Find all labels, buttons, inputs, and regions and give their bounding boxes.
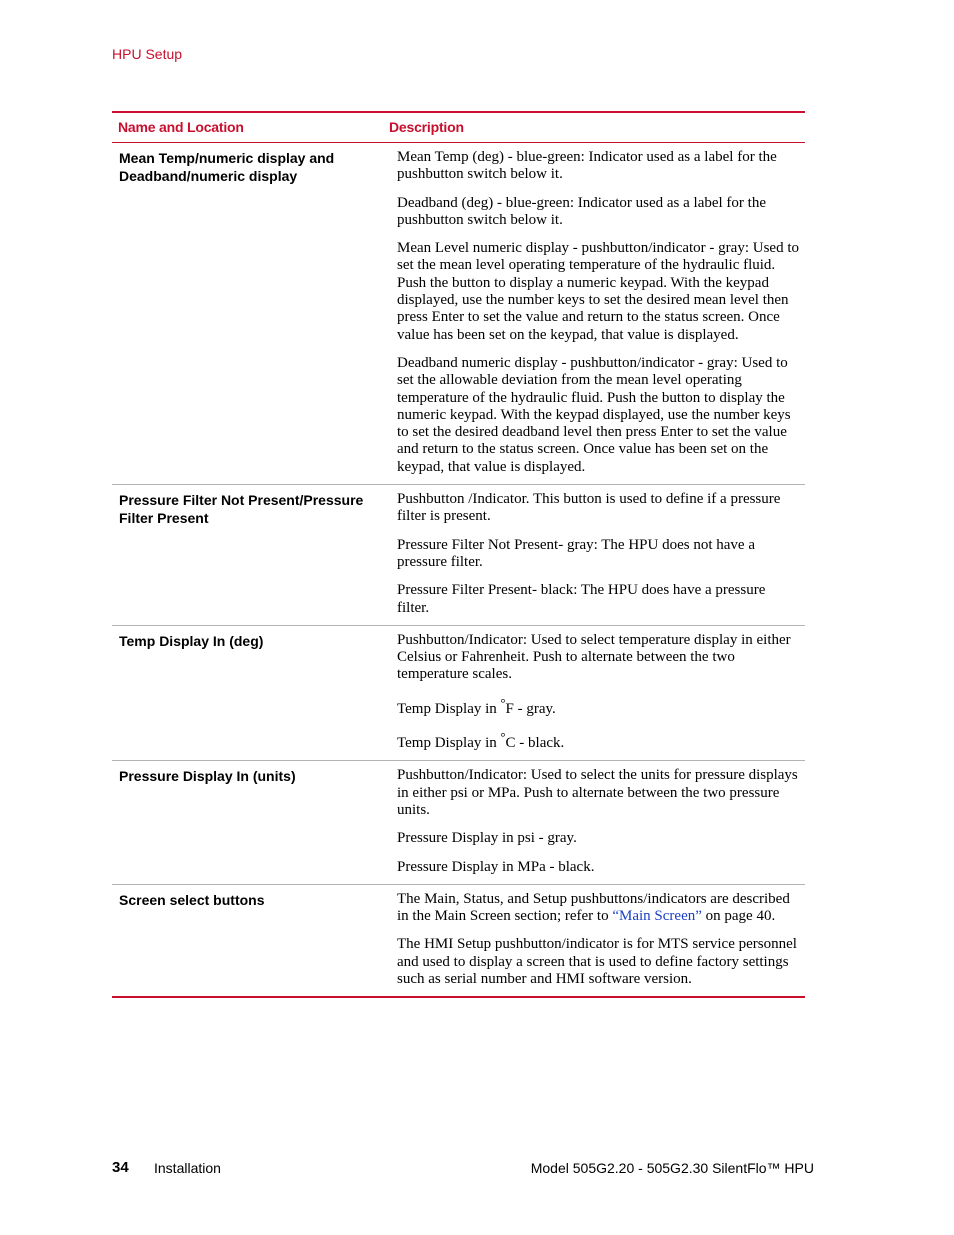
row-name: Pressure Display In (units): [112, 761, 383, 884]
temp-display-fahrenheit: Temp Display in °F - gray.: [397, 695, 556, 717]
row-description: [383, 884, 805, 997]
row-description: [383, 761, 805, 884]
row-description: [383, 485, 805, 626]
description-paragraph: Pressure Filter Not Present- gray: The HPU does not have a pressure filter.: [397, 536, 755, 570]
row-name: Screen select buttons: [119, 891, 265, 908]
description-paragraph: Pushbutton /Indicator. This button is used to define if a pressure filter is present.: [397, 491, 781, 525]
description-paragraph: Pressure Filter Present- black: The HPU does have a pressure filter.: [397, 582, 766, 616]
description-paragraph: Mean Temp (deg) - blue-green: Indicator used as a label for the pushbutton switch below it.: [397, 149, 777, 183]
row-description: [383, 625, 805, 760]
description-paragraph: Deadband (deg) - blue-green: Indicator used as a label for the pushbutton switch below it.: [397, 194, 767, 228]
row-name: Temp Display In (deg): [112, 625, 383, 760]
temp-display-celsius: Temp Display in °C - black.: [397, 730, 565, 752]
description-paragraph: Pressure Display in psi - gray.: [397, 830, 577, 847]
row-description: [383, 143, 805, 485]
table-row: [112, 761, 805, 884]
description-paragraph: Mean Level numeric display - pushbutton/indicator - gray: Used to set the mean level operating temperature of the hydraulic fluid. Push the button to display a numeric keypad. With the keypad displayed, use the number keys to set the desired mean level then press Enter to set the value and return to the status screen. Once value has been set on the keypad, that value is displayed.: [397, 240, 799, 343]
footer-chapter: Installation: [154, 1160, 221, 1176]
main-screen-link[interactable]: “Main Screen”: [612, 908, 702, 925]
description-paragraph: Pushbutton/Indicator: Used to select the units for pressure displays in either psi or MPa. Push to alternate between the two pressure units.: [397, 767, 798, 818]
footer-model: Model 505G2.20 - 505G2.30 SilentFlo™ HPU: [530, 1160, 814, 1176]
description-paragraph: The HMI Setup pushbutton/indicator is for MTS service personnel and used to display a screen that is used to define factory settings such as serial number and HMI software version.: [397, 936, 797, 987]
running-header-section: HPU Setup: [112, 46, 183, 62]
column-header-description: Description: [383, 112, 805, 143]
table-row: [112, 485, 805, 626]
description-paragraph: Pushbutton/Indicator: Used to select temperature display in either Celsius or Fahrenheit. Push to alternate between the two temperature scales.: [397, 631, 791, 683]
row-name: Pressure Filter Not Present/Pressure Filter Present: [112, 485, 383, 626]
description-paragraph: Pressure Display in MPa - black.: [397, 858, 595, 875]
table-header-row: [112, 112, 805, 143]
description-paragraph: The Main, Status, and Setup pushbuttons/indicators are described in the Main Screen section; refer to “Main Screen” on page 40.: [397, 890, 790, 925]
degree-symbol: °: [500, 695, 506, 710]
table-row: [112, 143, 805, 485]
table-row: [112, 884, 805, 997]
table-row: [112, 625, 805, 760]
row-name: Mean Temp/numeric display and Deadband/numeric display: [112, 143, 383, 485]
degree-symbol: °: [500, 730, 506, 745]
description-paragraph: Deadband numeric display - pushbutton/indicator - gray: Used to set the allowable deviation from the mean level operating temperature of the hydraulic fluid. Push the button to display the numeric keypad. With the keypad displayed, use the number keys to set the desired deadband level then press Enter to set the value and return to the status screen. Once value has been set on the keypad, that value is displayed.: [397, 354, 791, 475]
page-number: 34: [112, 1159, 129, 1176]
column-header-name: Name and Location: [112, 112, 383, 143]
description-table: [112, 111, 805, 998]
